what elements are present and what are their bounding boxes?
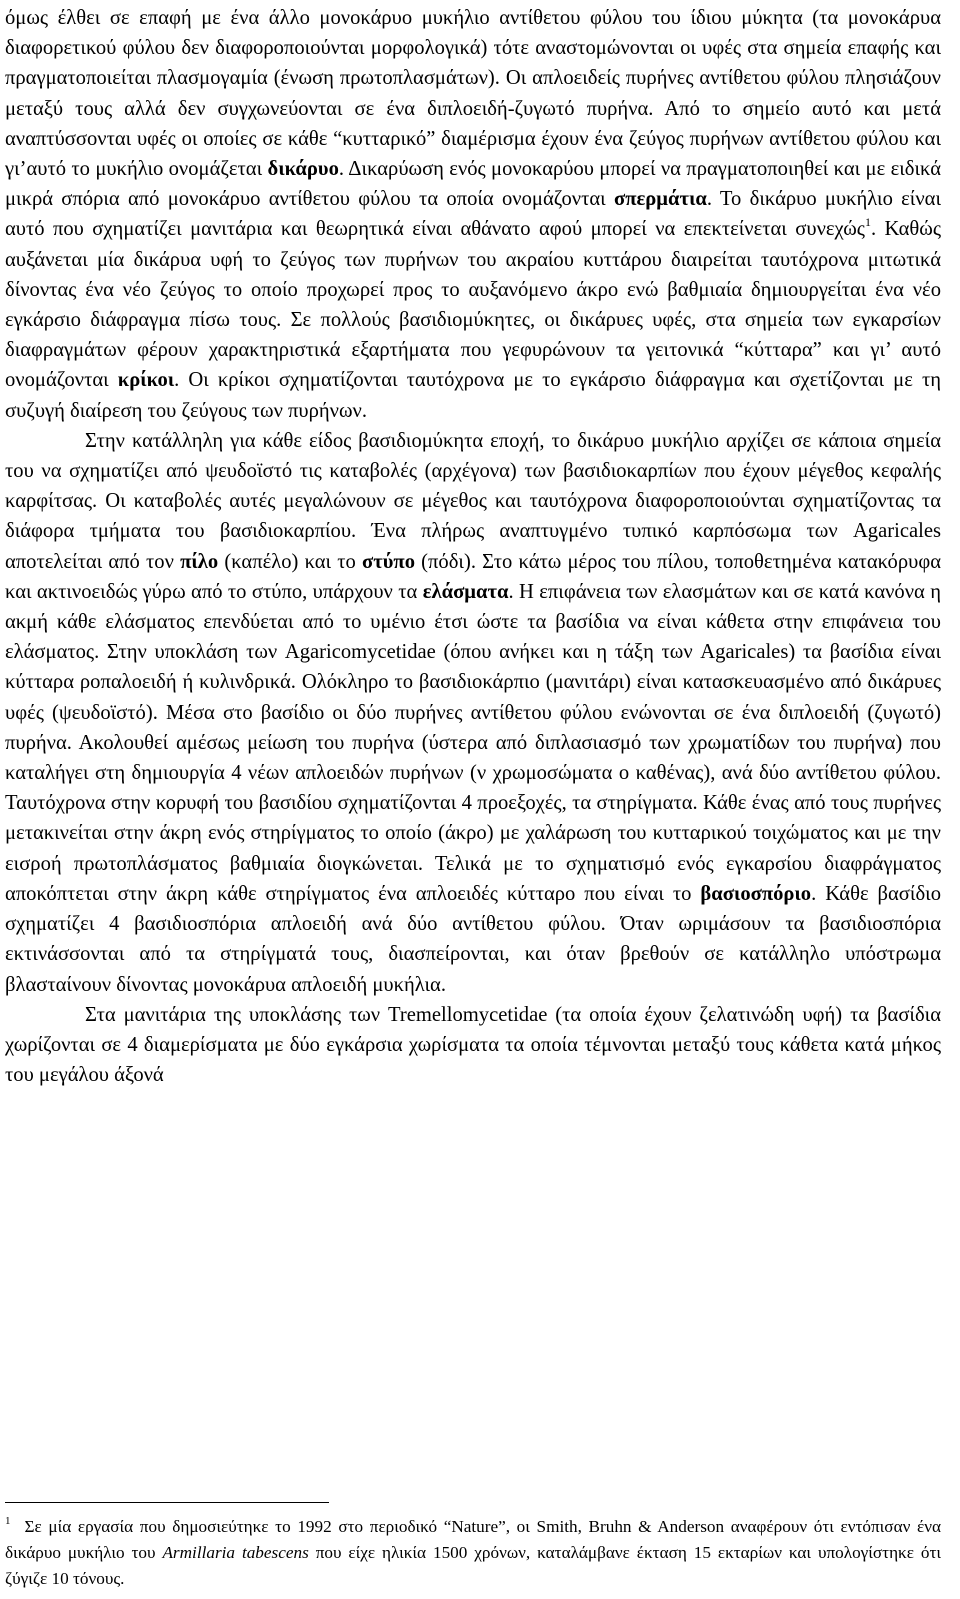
- term-pilos: πίλο: [180, 550, 219, 573]
- term-basiosporio: βασιοσπόριο: [700, 882, 812, 905]
- text-span: . Καθώς αυξάνεται μία δικάρυα υφή το ζεύγος των πυρήνων του ακραίου κυττάρου διαιρείται ταυτόχρονα μιτωτικά δίνοντας ένα νέο ζεύγος το οποίο προχωρεί προς το αυξανόμενο άκρο ενώ βαθμιαία δημιουργείται ένα νέο εγκάρσιο διάφραγμα πίσω τους. Σε πολλούς βασιδιομύκητες, οι δικάρυες υφές, στα σημεία των εγκαρσίων διαφραγμάτων φέρουν χαρακτηριστικά εξαρτήματα που γεφυρώνουν τα γειτονικά “κύτταρα” και γι’ αυτό ονομάζονται: [5, 218, 941, 392]
- text-span: Στα μανιτάρια της υποκλάσης των Tremellomycetidae (τα οποία έχουν ζελατινώδη υφή) τα βασίδια χωρίζονται σε 4 διαμερίσματα με δύο εγκάρσια χωρίσματα τα οποία τέμνονται μεταξύ τους κάθετα κατά μήκος του μεγάλου άξονά: [5, 1003, 941, 1087]
- term-stypos: στύπο: [362, 550, 415, 573]
- paragraph-tremellomycetidae: [5, 1000, 941, 1091]
- text-span: . Το δικάρυο μυκήλιο είναι αυτό που σχηματίζει μανιτάρια και θεωρητικά είναι αθάνατο αφού μπορεί να επεκτείνεται συνεχώς: [5, 188, 941, 241]
- text-span: Στην κατάλληλη για κάθε είδος βασιδιομύκητα εποχή, το δικάρυο μυκήλιο αρχίζει σε κάποια σημεία του να σχηματίζει από ψευδοϊστό τις καταβολές (αρχέγονα) των βασιδιοκαρπίων που έχουν μέγεθος κεφαλής καρφίτσας. Οι καταβολές αυτές μεγαλώνουν σε μέγεθος και ταυτόχρονα διαφοροποιούνται σχηματίζοντας τα διάφορα τμήματα του βασιδιοκαρπίου. Ένα πλήρως αναπτυγμένο τυπικό καρπόσωμα των Agaricales αποτελείται από τον: [5, 429, 941, 573]
- text-span: . Οι κρίκοι σχηματίζονται ταυτόχρονα με το εγκάρσιο διάφραγμα και σχετίζονται με τη συζυγή διαίρεση του ζεύγους των πυρήνων.: [5, 369, 941, 422]
- text-span: . Η επιφάνεια των ελασμάτων και σε κατά κανόνα η ακμή κάθε ελάσματος επενδύεται από το υμένιο έτσι ώστε τα βασίδια να είναι κάθετα στην επιφάνεια του ελάσματος. Στην υποκλάση των Agaricomycetidae (όπου ανήκει και η τάξη των Agaricales) τα βασίδια είναι κύτταρα ροπαλοειδή ή κυλινδρικά. Ολόκληρο το βασιδιοκάρπιο (μανιτάρι) είναι κατασκευασμένο από δικάρυες υφές (ψευδοϊστό). Μέσα στο βασίδιο οι δύο πυρήνες αντίθετου φύλου ενώνονται σε ένα διπλοειδή (ζυγωτό) πυρήνα. Ακολουθεί αμέσως μείωση του πυρήνα (ύστερα από διπλασιασμό των χρωματίδων του πυρήνα) που καταλήγει στη δημιουργία 4 νέων απλοειδών πυρήνων (ν χρωμοσώματα ο καθένας), ανά δύο αντίθετου φύλου. Ταυτόχρονα στην κορυφή του βασιδίου σχηματίζονται 4 προεξοχές, τα στηρίγματα. Κάθε ένας από τους πυρήνες μετακινείται στην άκρη ενός στηρίγματος το οποίο (άκρο) με χαλάρωση του κυτταρικού τοιχώματος και με την εισροή πρωτοπλάσματος βαθμιαία διογκώνεται. Τελικά με το σχηματισμό ενός εγκαρσίου διαφράγματος αποκόπτεται στην άκρη κάθε στηρίγματος ένα απλοειδές κύτταρο που είναι το: [5, 580, 941, 905]
- term-elasmata: ελάσματα: [422, 580, 509, 603]
- footnote-divider: [5, 1502, 329, 1503]
- footnote-text: που είχε ηλικία 1500 χρόνων, καταλάμβανε έκταση 15 εκταρίων και υπολογίστηκε ότι ζύγιζε 10 τόνους.: [5, 1543, 941, 1588]
- footnote-reference[interactable]: 1: [864, 215, 871, 230]
- text-span: (καπέλο) και το: [218, 550, 363, 573]
- footnote: $^1$ Σε μία εργασία που δημοσιεύτηκε το 1992 στο περιοδικό “Nature”, οι Smith, Bruhn & Anderson αναφέρουν ότι εντόπισαν ένα δικάρυο μυκήλιο του Armillaria tabescens που είχε ηλικία 1500 χρόνων, καταλάμβανε έκταση 15 εκταρίων και υπολογίστηκε ότι ζύγιζε 10 τόνους.: [5, 1515, 941, 1588]
- text-span: (πόδι). Στο κάτω μέρος του πίλου, τοποθετημένα κατακόρυφα και ακτινοειδώς γύρω από το στύπο, υπάρχουν τα: [5, 550, 941, 603]
- text-span: . Κάθε βασίδιο σχηματίζει 4 βασιδιοσπόρια απλοειδή ανά δύο αντίθετου φύλου. Όταν ωριμάσουν τα βασιδιοσπόρια εκτινάσσονται από τα στηρίγματά τους, διασπείρονται, και όταν βρεθούν σε κατάλληλο υπόστρωμα βλασταίνουν δίνοντας μονοκάρυα απλοειδή μυκήλια.: [5, 882, 941, 996]
- paragraph-dikaryon: [5, 3, 941, 426]
- text-span: . Δικαρύωση ενός μονοκαρύου μπορεί να πραγματοποιηθεί και με ειδικά μικρά σπόρια από μονοκάρυο αντίθετου φύλου τα οποία ονομάζονται: [5, 158, 941, 211]
- text-span: όμως έλθει σε επαφή με ένα άλλο μονοκάρυο μυκήλιο αντίθετου φύλου του ίδιου μύκητα (τα μονοκάρυα διαφορετικού φύλου δεν διαφοροποιούνται μορφολογικά) τότε αναστομώνονται οι υφές στα σημεία επαφής και πραγματοποιείται πλασμογαμία (ένωση πρωτοπλασμάτων). Οι απλοειδείς πυρήνες αντίθετου φύλου πλησιάζουν μεταξύ τους αλλά δεν συγχωνεύονται σε ένα διπλοειδή-ζυγωτό πυρήνα. Από το σημείο αυτό και μετά αναπτύσσονται υφές οι οποίες σε κάθε “κυτταρικό” διαμέρισμα έχουν ένα ζεύγος πυρήνων αντίθετου φύλου και γι’αυτό το μυκήλιο ονομάζεται: [5, 7, 941, 181]
- term-krikoi: κρίκοι: [117, 369, 175, 392]
- paragraph-basidiocarp: [5, 426, 941, 1000]
- document-page: [5, 3, 941, 1090]
- term-spermatia: σπερμάτια: [614, 188, 707, 211]
- species-name: Armillaria tabescens: [162, 1543, 309, 1562]
- footnote-text: Σε μία εργασία που δημοσιεύτηκε το 1992 στο περιοδικό “Nature”, οι Smith, Bruhn & Anderson αναφέρουν ότι εντόπισαν ένα δικάρυο μυκήλιο του: [5, 1517, 941, 1562]
- term-dikaryo: δικάρυο: [267, 158, 339, 181]
